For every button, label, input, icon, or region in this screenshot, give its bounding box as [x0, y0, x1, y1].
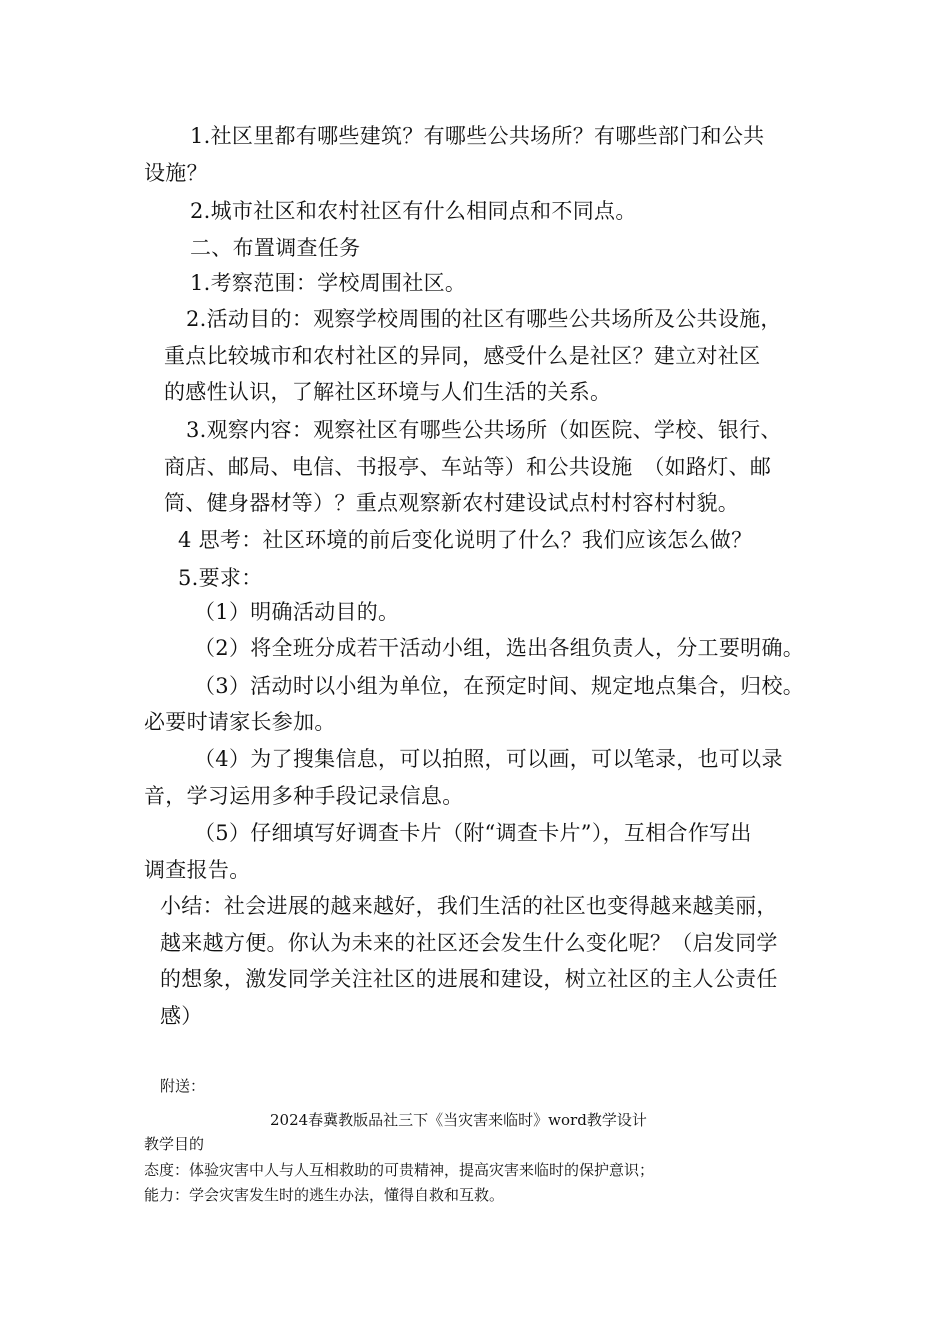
text-line: 5.要求： [178, 566, 263, 590]
text-line: 重点比较城市和农村社区的异同，感受什么是社区？建立对社区 [164, 344, 761, 368]
text-line: （5）仔细填写好调查卡片（附“调查卡片”），互相合作写出 [194, 821, 752, 845]
text-line: 必要时请家长参加。 [144, 710, 336, 734]
text-line: 1.社区里都有哪些建筑？有哪些公共场所？有哪些部门和公共 [190, 124, 765, 148]
text-line: 1.考察范围：学校周围社区。 [190, 271, 467, 295]
text-line: 音，学习运用多种手段记录信息。 [144, 784, 464, 808]
summary-line: 感） [160, 1004, 203, 1028]
text-line: 2.活动目的：观察学校周围的社区有哪些公共场所及公共设施， [186, 307, 782, 331]
text-line: 调查报告。 [144, 858, 251, 882]
appendix-title: 2024春冀教版品社三下《当灾害来临时》word教学设计 [270, 1111, 647, 1129]
text-line: 4 思考：社区环境的前后变化说明了什么？我们应该怎么做？ [178, 528, 753, 552]
text-line: （4）为了搜集信息，可以拍照，可以画，可以笔录，也可以录 [194, 747, 783, 771]
text-line: 3.观察内容：观察社区有哪些公共场所（如医院、学校、银行、 [186, 418, 782, 442]
text-line: （2）将全班分成若干活动小组，选出各组负责人，分工要明确。 [194, 636, 805, 660]
summary-line: 的想象，激发同学关注社区的进展和建设，树立社区的主人公责任 [160, 967, 778, 991]
text-line: 筒、健身器材等）？重点观察新农村建设试点村村容村村貌。 [164, 491, 740, 515]
summary-line: 越来越方便。你认为未来的社区还会发生什么变化呢？（启发同学 [160, 931, 778, 955]
appendix-section: 教学目的 [144, 1135, 205, 1153]
text-line: 商店、邮局、电信、书报亭、车站等）和公共设施 （如路灯、邮 [164, 455, 772, 479]
appendix-ability: 能力：学会灾害发生时的逃生办法，懂得自救和互救。 [144, 1186, 505, 1204]
text-line: 2.城市社区和农村社区有什么相同点和不同点。 [190, 199, 637, 223]
appendix-label: 附送： [160, 1077, 206, 1095]
appendix-attitude: 态度：体验灾害中人与人互相救助的可贵精神，提高灾害来临时的保护意识； [144, 1161, 655, 1179]
text-line: （1）明确活动目的。 [194, 600, 400, 624]
text-line: （3）活动时以小组为单位，在预定时间、规定地点集合，归校。 [194, 674, 805, 698]
text-line: 的感性认识，了解社区环境与人们生活的关系。 [164, 380, 612, 404]
section-heading: 二、布置调查任务 [190, 236, 361, 260]
summary-line: 小结：社会进展的越来越好，我们生活的社区也变得越来越美丽， [160, 894, 778, 918]
text-line: 设施？ [144, 161, 208, 185]
